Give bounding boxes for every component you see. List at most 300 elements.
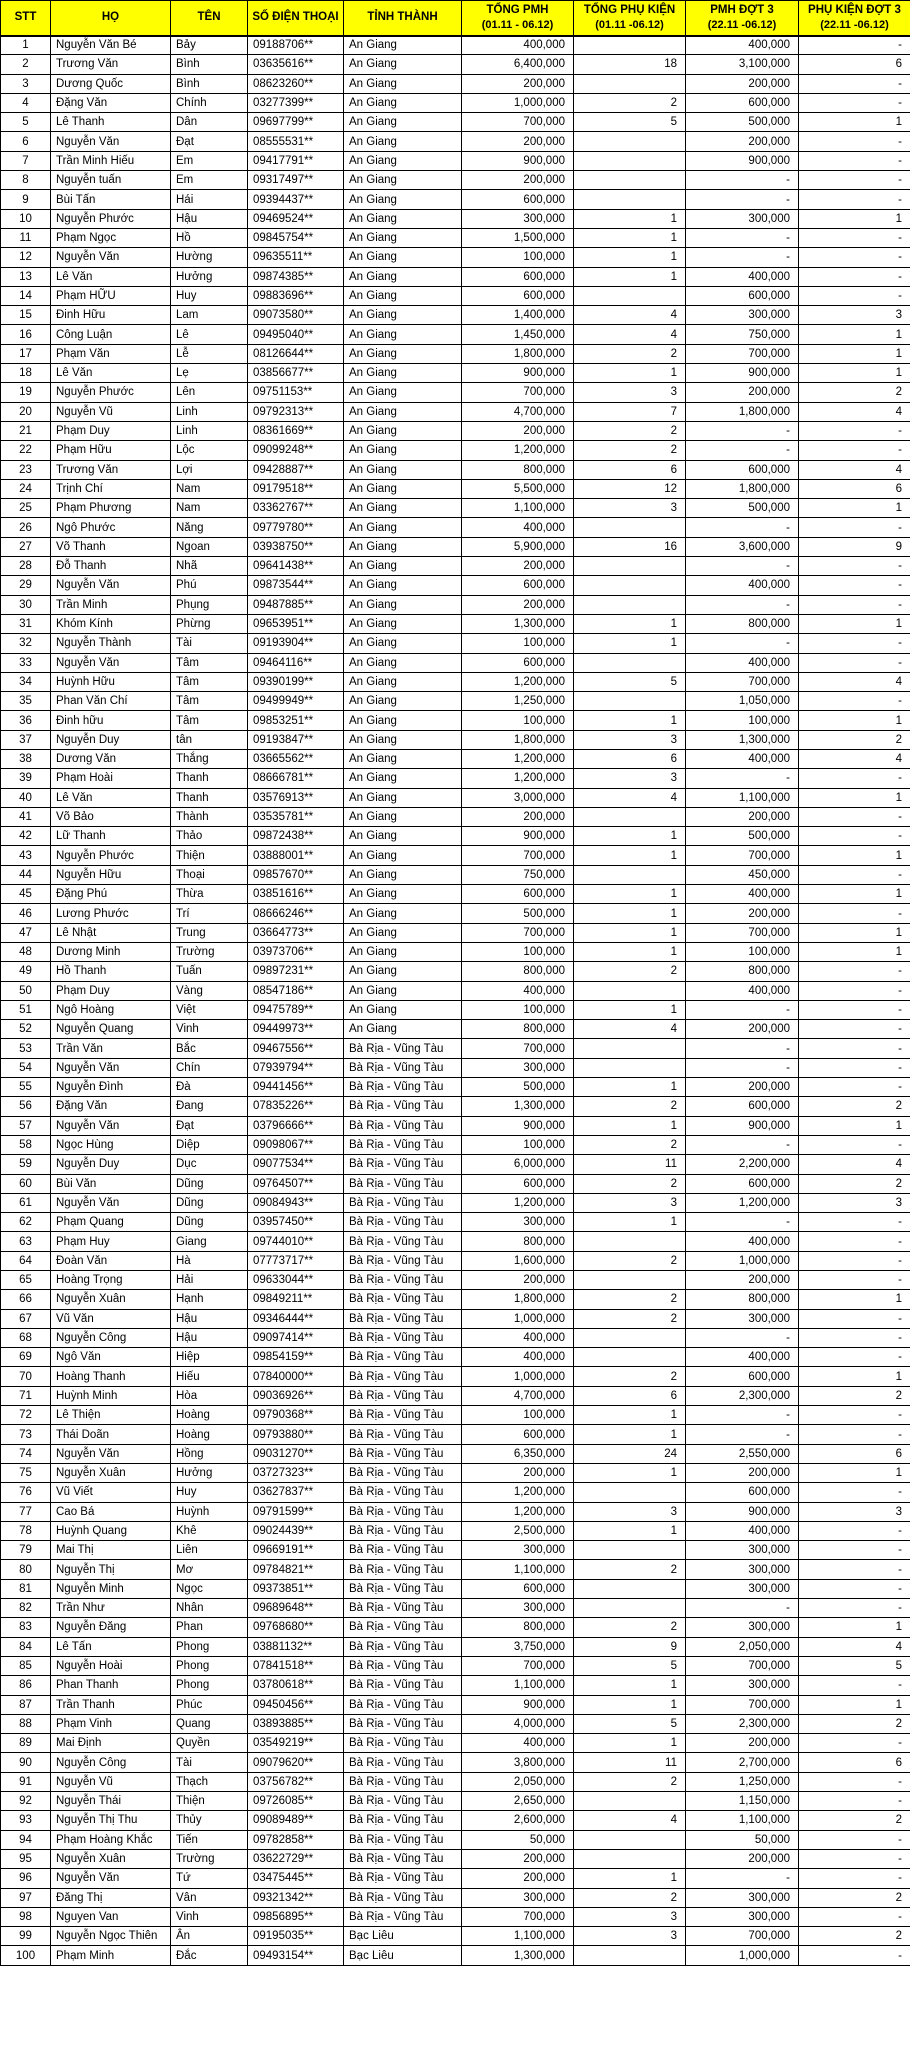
cell-ho[interactable]: Nguyễn Thành	[51, 634, 171, 653]
cell-phone[interactable]: 03851616**	[248, 885, 344, 904]
cell-ten[interactable]: Việt	[171, 1000, 248, 1019]
cell-ho[interactable]: Huỳnh Minh	[51, 1386, 171, 1405]
cell-tong-pmh[interactable]: 400,000	[462, 518, 574, 537]
cell-province[interactable]: An Giang	[344, 93, 462, 112]
cell-stt[interactable]: 80	[1, 1560, 51, 1579]
cell-ho[interactable]: Nguyễn Xuân	[51, 1290, 171, 1309]
cell-pmh-dot-3[interactable]: 600,000	[686, 93, 799, 112]
cell-phu-kien-dot-3[interactable]: 1	[799, 923, 910, 942]
cell-tong-pmh[interactable]: 2,500,000	[462, 1521, 574, 1540]
cell-tong-pmh[interactable]: 750,000	[462, 865, 574, 884]
cell-ten[interactable]: Tài	[171, 1753, 248, 1772]
cell-ten[interactable]: Chín	[171, 1058, 248, 1077]
cell-phu-kien-dot-3[interactable]: 1	[799, 885, 910, 904]
cell-tong-phu-kien[interactable]: 2	[574, 344, 686, 363]
cell-stt[interactable]: 76	[1, 1483, 51, 1502]
cell-stt[interactable]: 78	[1, 1521, 51, 1540]
cell-ho[interactable]: Lương Phước	[51, 904, 171, 923]
cell-ten[interactable]: Lam	[171, 306, 248, 325]
cell-ho[interactable]: Lê Văn	[51, 267, 171, 286]
cell-ten[interactable]: Phừng	[171, 614, 248, 633]
cell-tong-pmh[interactable]: 200,000	[462, 132, 574, 151]
cell-ho[interactable]: Lê Tấn	[51, 1637, 171, 1656]
cell-province[interactable]: An Giang	[344, 981, 462, 1000]
cell-province[interactable]: An Giang	[344, 171, 462, 190]
cell-stt[interactable]: 5	[1, 113, 51, 132]
cell-stt[interactable]: 45	[1, 885, 51, 904]
cell-ho[interactable]: Nguyễn Phước	[51, 209, 171, 228]
cell-phu-kien-dot-3[interactable]: -	[799, 807, 910, 826]
cell-tong-phu-kien[interactable]: 1	[574, 614, 686, 633]
cell-phone[interactable]: 03627837**	[248, 1483, 344, 1502]
cell-phone[interactable]: 09873544**	[248, 576, 344, 595]
cell-phu-kien-dot-3[interactable]: 1	[799, 325, 910, 344]
cell-ten[interactable]: Ân	[171, 1927, 248, 1946]
cell-phu-kien-dot-3[interactable]: -	[799, 769, 910, 788]
cell-tong-phu-kien[interactable]: 2	[574, 1618, 686, 1637]
cell-tong-pmh[interactable]: 6,000,000	[462, 1155, 574, 1174]
cell-tong-phu-kien[interactable]: 1	[574, 1116, 686, 1135]
cell-province[interactable]: An Giang	[344, 286, 462, 305]
cell-stt[interactable]: 96	[1, 1869, 51, 1888]
cell-ten[interactable]: Đà	[171, 1078, 248, 1097]
cell-phu-kien-dot-3[interactable]: 1	[799, 364, 910, 383]
cell-pmh-dot-3[interactable]: 600,000	[686, 1483, 799, 1502]
cell-ten[interactable]: Bình	[171, 55, 248, 74]
cell-phu-kien-dot-3[interactable]: -	[799, 36, 910, 55]
cell-pmh-dot-3[interactable]: 500,000	[686, 113, 799, 132]
cell-province[interactable]: An Giang	[344, 653, 462, 672]
cell-phu-kien-dot-3[interactable]: 5	[799, 1656, 910, 1675]
cell-pmh-dot-3[interactable]: 750,000	[686, 325, 799, 344]
cell-province[interactable]: An Giang	[344, 132, 462, 151]
cell-stt[interactable]: 56	[1, 1097, 51, 1116]
cell-province[interactable]: Bà Rịa - Vũng Tàu	[344, 1348, 462, 1367]
cell-phone[interactable]: 09857670**	[248, 865, 344, 884]
cell-phone[interactable]: 09475789**	[248, 1000, 344, 1019]
cell-ho[interactable]: Phan Thanh	[51, 1676, 171, 1695]
cell-tong-pmh[interactable]: 800,000	[462, 460, 574, 479]
cell-phone[interactable]: 09449973**	[248, 1020, 344, 1039]
cell-tong-pmh[interactable]: 100,000	[462, 248, 574, 267]
cell-phu-kien-dot-3[interactable]: 1	[799, 1290, 910, 1309]
cell-ho[interactable]: Huỳnh Hữu	[51, 672, 171, 691]
cell-province[interactable]: An Giang	[344, 730, 462, 749]
cell-phone[interactable]: 09874385**	[248, 267, 344, 286]
cell-phone[interactable]: 07835226**	[248, 1097, 344, 1116]
cell-province[interactable]: An Giang	[344, 692, 462, 711]
cell-phu-kien-dot-3[interactable]: 4	[799, 1637, 910, 1656]
cell-stt[interactable]: 44	[1, 865, 51, 884]
cell-phu-kien-dot-3[interactable]: -	[799, 1830, 910, 1849]
cell-phone[interactable]: 09193847**	[248, 730, 344, 749]
cell-tong-phu-kien[interactable]: 5	[574, 1714, 686, 1733]
cell-ho[interactable]: Nguyễn Ngọc Thiên	[51, 1927, 171, 1946]
cell-phone[interactable]: 09193904**	[248, 634, 344, 653]
cell-ten[interactable]: Trung	[171, 923, 248, 942]
cell-tong-pmh[interactable]: 1,250,000	[462, 692, 574, 711]
cell-stt[interactable]: 24	[1, 479, 51, 498]
cell-stt[interactable]: 26	[1, 518, 51, 537]
cell-phu-kien-dot-3[interactable]: 2	[799, 1097, 910, 1116]
cell-stt[interactable]: 46	[1, 904, 51, 923]
cell-tong-phu-kien[interactable]: 1	[574, 1425, 686, 1444]
cell-pmh-dot-3[interactable]: 200,000	[686, 383, 799, 402]
cell-ten[interactable]: Huỳnh	[171, 1502, 248, 1521]
cell-phone[interactable]: 09487885**	[248, 595, 344, 614]
cell-province[interactable]: An Giang	[344, 113, 462, 132]
cell-tong-phu-kien[interactable]	[574, 981, 686, 1000]
cell-stt[interactable]: 25	[1, 499, 51, 518]
cell-pmh-dot-3[interactable]: 600,000	[686, 460, 799, 479]
cell-ten[interactable]: Trường	[171, 1849, 248, 1868]
cell-province[interactable]: Bà Rịa - Vũng Tàu	[344, 1232, 462, 1251]
cell-phu-kien-dot-3[interactable]: 1	[799, 614, 910, 633]
cell-ho[interactable]: Đặng Văn	[51, 93, 171, 112]
cell-ho[interactable]: Thái Doãn	[51, 1425, 171, 1444]
cell-ho[interactable]: Võ Thanh	[51, 537, 171, 556]
cell-tong-pmh[interactable]: 200,000	[462, 421, 574, 440]
cell-tong-phu-kien[interactable]	[574, 557, 686, 576]
cell-stt[interactable]: 41	[1, 807, 51, 826]
cell-province[interactable]: An Giang	[344, 614, 462, 633]
cell-phone[interactable]: 03576913**	[248, 788, 344, 807]
cell-ten[interactable]: Ngoan	[171, 537, 248, 556]
cell-phu-kien-dot-3[interactable]: 1	[799, 788, 910, 807]
cell-stt[interactable]: 65	[1, 1271, 51, 1290]
cell-pmh-dot-3[interactable]: 300,000	[686, 306, 799, 325]
cell-tong-pmh[interactable]: 5,900,000	[462, 537, 574, 556]
cell-phone[interactable]: 08555531**	[248, 132, 344, 151]
cell-tong-phu-kien[interactable]: 2	[574, 1888, 686, 1907]
cell-tong-pmh[interactable]: 700,000	[462, 383, 574, 402]
cell-ho[interactable]: Phạm Phương	[51, 499, 171, 518]
cell-ho[interactable]: Nguyễn Xuân	[51, 1463, 171, 1482]
cell-tong-phu-kien[interactable]: 1	[574, 364, 686, 383]
cell-province[interactable]: Bà Rịa - Vũng Tàu	[344, 1309, 462, 1328]
cell-tong-pmh[interactable]: 5,500,000	[462, 479, 574, 498]
cell-ten[interactable]: Thắng	[171, 749, 248, 768]
cell-phone[interactable]: 09417791**	[248, 151, 344, 170]
cell-tong-pmh[interactable]: 200,000	[462, 74, 574, 93]
cell-phu-kien-dot-3[interactable]: -	[799, 1251, 910, 1270]
cell-tong-pmh[interactable]: 1,100,000	[462, 1927, 574, 1946]
cell-stt[interactable]: 97	[1, 1888, 51, 1907]
cell-ten[interactable]: Hồ	[171, 228, 248, 247]
cell-tong-pmh[interactable]: 900,000	[462, 1116, 574, 1135]
cell-ho[interactable]: Nguyễn Văn	[51, 1193, 171, 1212]
cell-stt[interactable]: 73	[1, 1425, 51, 1444]
cell-pmh-dot-3[interactable]: -	[686, 421, 799, 440]
cell-phu-kien-dot-3[interactable]: -	[799, 1772, 910, 1791]
cell-ho[interactable]: Trần Thanh	[51, 1695, 171, 1714]
cell-phone[interactable]: 03957450**	[248, 1213, 344, 1232]
cell-tong-pmh[interactable]: 1,200,000	[462, 441, 574, 460]
cell-ho[interactable]: Phạm Văn	[51, 344, 171, 363]
cell-stt[interactable]: 71	[1, 1386, 51, 1405]
cell-stt[interactable]: 14	[1, 286, 51, 305]
cell-tong-phu-kien[interactable]	[574, 576, 686, 595]
cell-phu-kien-dot-3[interactable]: 4	[799, 672, 910, 691]
cell-ten[interactable]: Hậu	[171, 209, 248, 228]
cell-tong-pmh[interactable]: 900,000	[462, 1695, 574, 1714]
cell-phu-kien-dot-3[interactable]: -	[799, 1579, 910, 1598]
cell-pmh-dot-3[interactable]: 300,000	[686, 1560, 799, 1579]
cell-tong-phu-kien[interactable]: 1	[574, 1734, 686, 1753]
cell-phone[interactable]: 09024439**	[248, 1521, 344, 1540]
cell-phone[interactable]: 09346444**	[248, 1309, 344, 1328]
cell-ten[interactable]: Lê	[171, 325, 248, 344]
cell-tong-pmh[interactable]: 400,000	[462, 981, 574, 1000]
cell-tong-pmh[interactable]: 1,200,000	[462, 1483, 574, 1502]
cell-phone[interactable]: 09073580**	[248, 306, 344, 325]
cell-ho[interactable]: Khóm Kính	[51, 614, 171, 633]
cell-pmh-dot-3[interactable]: -	[686, 1058, 799, 1077]
cell-phu-kien-dot-3[interactable]: -	[799, 248, 910, 267]
cell-stt[interactable]: 11	[1, 228, 51, 247]
cell-tong-pmh[interactable]: 1,200,000	[462, 1193, 574, 1212]
cell-pmh-dot-3[interactable]: 700,000	[686, 1695, 799, 1714]
cell-province[interactable]: Bà Rịa - Vũng Tàu	[344, 1193, 462, 1212]
cell-ten[interactable]: Khê	[171, 1521, 248, 1540]
cell-ten[interactable]: Tâm	[171, 711, 248, 730]
cell-pmh-dot-3[interactable]: 900,000	[686, 364, 799, 383]
cell-phone[interactable]: 08126644**	[248, 344, 344, 363]
cell-phu-kien-dot-3[interactable]: -	[799, 1000, 910, 1019]
cell-ho[interactable]: Nguyễn Công	[51, 1328, 171, 1347]
cell-phone[interactable]: 03362767**	[248, 499, 344, 518]
cell-stt[interactable]: 62	[1, 1213, 51, 1232]
cell-tong-phu-kien[interactable]	[574, 1483, 686, 1502]
cell-tong-pmh[interactable]: 700,000	[462, 923, 574, 942]
cell-stt[interactable]: 7	[1, 151, 51, 170]
cell-phone[interactable]: 09428887**	[248, 460, 344, 479]
cell-ten[interactable]: Linh	[171, 402, 248, 421]
cell-tong-phu-kien[interactable]: 2	[574, 1290, 686, 1309]
cell-phone[interactable]: 09394437**	[248, 190, 344, 209]
cell-phu-kien-dot-3[interactable]: -	[799, 653, 910, 672]
cell-phu-kien-dot-3[interactable]: -	[799, 1058, 910, 1077]
cell-ten[interactable]: Hòa	[171, 1386, 248, 1405]
cell-phu-kien-dot-3[interactable]: -	[799, 634, 910, 653]
cell-pmh-dot-3[interactable]: -	[686, 441, 799, 460]
cell-province[interactable]: An Giang	[344, 962, 462, 981]
cell-pmh-dot-3[interactable]: 300,000	[686, 1888, 799, 1907]
cell-province[interactable]: An Giang	[344, 479, 462, 498]
cell-tong-pmh[interactable]: 600,000	[462, 190, 574, 209]
cell-tong-phu-kien[interactable]	[574, 518, 686, 537]
cell-phone[interactable]: 09179518**	[248, 479, 344, 498]
cell-tong-phu-kien[interactable]: 1	[574, 1869, 686, 1888]
cell-tong-phu-kien[interactable]: 18	[574, 55, 686, 74]
cell-tong-pmh[interactable]: 100,000	[462, 1000, 574, 1019]
cell-ho[interactable]: Dương Văn	[51, 749, 171, 768]
cell-phu-kien-dot-3[interactable]: -	[799, 267, 910, 286]
cell-phone[interactable]: 09897231**	[248, 962, 344, 981]
cell-ten[interactable]: Thừa	[171, 885, 248, 904]
cell-province[interactable]: An Giang	[344, 827, 462, 846]
cell-stt[interactable]: 23	[1, 460, 51, 479]
cell-tong-pmh[interactable]: 700,000	[462, 846, 574, 865]
cell-ho[interactable]: Ngô Hoàng	[51, 1000, 171, 1019]
cell-phone[interactable]: 09031270**	[248, 1444, 344, 1463]
cell-phone[interactable]: 09845754**	[248, 228, 344, 247]
cell-tong-phu-kien[interactable]: 2	[574, 1135, 686, 1154]
cell-phone[interactable]: 03893885**	[248, 1714, 344, 1733]
cell-tong-pmh[interactable]: 800,000	[462, 1232, 574, 1251]
cell-tong-pmh[interactable]: 4,000,000	[462, 1714, 574, 1733]
cell-tong-phu-kien[interactable]	[574, 1232, 686, 1251]
cell-stt[interactable]: 85	[1, 1656, 51, 1675]
cell-tong-pmh[interactable]: 600,000	[462, 885, 574, 904]
cell-ten[interactable]: Tuấn	[171, 962, 248, 981]
header-pmh-dot-3[interactable]	[686, 1, 799, 36]
cell-ten[interactable]: Đang	[171, 1097, 248, 1116]
cell-phu-kien-dot-3[interactable]: -	[799, 74, 910, 93]
cell-phone[interactable]: 09779780**	[248, 518, 344, 537]
cell-tong-phu-kien[interactable]: 2	[574, 1309, 686, 1328]
cell-phu-kien-dot-3[interactable]: 1	[799, 942, 910, 961]
cell-phu-kien-dot-3[interactable]: 6	[799, 1444, 910, 1463]
cell-phone[interactable]: 09077534**	[248, 1155, 344, 1174]
cell-pmh-dot-3[interactable]: 800,000	[686, 614, 799, 633]
cell-ho[interactable]: Hồ Thanh	[51, 962, 171, 981]
cell-phone[interactable]: 03635616**	[248, 55, 344, 74]
header-tong-phu-kien[interactable]	[574, 1, 686, 36]
cell-phone[interactable]: 09689648**	[248, 1599, 344, 1618]
cell-tong-phu-kien[interactable]: 1	[574, 846, 686, 865]
cell-stt[interactable]: 47	[1, 923, 51, 942]
cell-ho[interactable]: Phan Văn Chí	[51, 692, 171, 711]
cell-province[interactable]: An Giang	[344, 441, 462, 460]
cell-province[interactable]: An Giang	[344, 499, 462, 518]
cell-tong-pmh[interactable]: 600,000	[462, 1425, 574, 1444]
cell-province[interactable]: Bạc Liêu	[344, 1927, 462, 1946]
cell-stt[interactable]: 67	[1, 1309, 51, 1328]
cell-ten[interactable]: Hiếu	[171, 1367, 248, 1386]
cell-pmh-dot-3[interactable]: 600,000	[686, 1097, 799, 1116]
cell-ten[interactable]: Tiến	[171, 1830, 248, 1849]
cell-pmh-dot-3[interactable]: -	[686, 1406, 799, 1425]
cell-phone[interactable]: 09499949**	[248, 692, 344, 711]
cell-province[interactable]: Bà Rịa - Vũng Tàu	[344, 1039, 462, 1058]
cell-tong-phu-kien[interactable]	[574, 807, 686, 826]
cell-pmh-dot-3[interactable]: 400,000	[686, 981, 799, 1000]
cell-tong-pmh[interactable]: 600,000	[462, 267, 574, 286]
cell-tong-phu-kien[interactable]: 2	[574, 1560, 686, 1579]
cell-province[interactable]: An Giang	[344, 267, 462, 286]
cell-ten[interactable]: Nam	[171, 479, 248, 498]
cell-phone[interactable]: 09790368**	[248, 1406, 344, 1425]
cell-phone[interactable]: 09768680**	[248, 1618, 344, 1637]
cell-tong-pmh[interactable]: 600,000	[462, 576, 574, 595]
cell-tong-pmh[interactable]: 1,200,000	[462, 769, 574, 788]
cell-ten[interactable]: Thanh	[171, 788, 248, 807]
cell-province[interactable]: Bà Rịa - Vũng Tàu	[344, 1869, 462, 1888]
cell-pmh-dot-3[interactable]: 900,000	[686, 1116, 799, 1135]
cell-stt[interactable]: 54	[1, 1058, 51, 1077]
cell-phu-kien-dot-3[interactable]: 2	[799, 383, 910, 402]
cell-phu-kien-dot-3[interactable]: -	[799, 1869, 910, 1888]
cell-ho[interactable]: Công Luận	[51, 325, 171, 344]
cell-ten[interactable]: Em	[171, 171, 248, 190]
cell-pmh-dot-3[interactable]: -	[686, 248, 799, 267]
cell-pmh-dot-3[interactable]: 700,000	[686, 344, 799, 363]
cell-tong-phu-kien[interactable]: 12	[574, 479, 686, 498]
cell-province[interactable]: Bà Rịa - Vũng Tàu	[344, 1656, 462, 1675]
cell-stt[interactable]: 29	[1, 576, 51, 595]
cell-tong-pmh[interactable]: 900,000	[462, 364, 574, 383]
cell-ten[interactable]: Phong	[171, 1656, 248, 1675]
cell-tong-pmh[interactable]: 1,800,000	[462, 1290, 574, 1309]
cell-ten[interactable]: Dục	[171, 1155, 248, 1174]
cell-tong-phu-kien[interactable]	[574, 1579, 686, 1598]
cell-tong-phu-kien[interactable]: 1	[574, 942, 686, 961]
cell-stt[interactable]: 69	[1, 1348, 51, 1367]
cell-tong-pmh[interactable]: 1,300,000	[462, 1946, 574, 1965]
cell-province[interactable]: An Giang	[344, 421, 462, 440]
cell-tong-phu-kien[interactable]: 3	[574, 1907, 686, 1926]
cell-stt[interactable]: 38	[1, 749, 51, 768]
cell-tong-pmh[interactable]: 100,000	[462, 634, 574, 653]
cell-stt[interactable]: 30	[1, 595, 51, 614]
cell-province[interactable]: Bà Rịa - Vũng Tàu	[344, 1444, 462, 1463]
cell-province[interactable]: Bà Rịa - Vũng Tàu	[344, 1502, 462, 1521]
cell-tong-phu-kien[interactable]	[574, 865, 686, 884]
cell-province[interactable]: An Giang	[344, 36, 462, 55]
cell-ten[interactable]: Tâm	[171, 653, 248, 672]
cell-ten[interactable]: Diệp	[171, 1135, 248, 1154]
cell-ten[interactable]: Thạch	[171, 1772, 248, 1791]
cell-tong-phu-kien[interactable]: 1	[574, 904, 686, 923]
cell-pmh-dot-3[interactable]: 200,000	[686, 1271, 799, 1290]
cell-province[interactable]: An Giang	[344, 209, 462, 228]
cell-stt[interactable]: 39	[1, 769, 51, 788]
cell-tong-pmh[interactable]: 6,350,000	[462, 1444, 574, 1463]
header-tinh-thanh[interactable]	[344, 1, 462, 36]
cell-phu-kien-dot-3[interactable]: -	[799, 827, 910, 846]
cell-ten[interactable]: Hồng	[171, 1444, 248, 1463]
cell-stt[interactable]: 43	[1, 846, 51, 865]
cell-pmh-dot-3[interactable]: 1,250,000	[686, 1772, 799, 1791]
cell-pmh-dot-3[interactable]: -	[686, 634, 799, 653]
cell-province[interactable]: Bà Rịa - Vũng Tàu	[344, 1135, 462, 1154]
cell-stt[interactable]: 63	[1, 1232, 51, 1251]
cell-ho[interactable]: Nguyễn Quang	[51, 1020, 171, 1039]
cell-ho[interactable]: Nguyễn Vũ	[51, 402, 171, 421]
header-tong-pmh[interactable]	[462, 1, 574, 36]
cell-pmh-dot-3[interactable]: 700,000	[686, 1927, 799, 1946]
cell-stt[interactable]: 70	[1, 1367, 51, 1386]
cell-pmh-dot-3[interactable]: 500,000	[686, 499, 799, 518]
cell-phone[interactable]: 09317497**	[248, 171, 344, 190]
cell-stt[interactable]: 9	[1, 190, 51, 209]
cell-tong-pmh[interactable]: 1,100,000	[462, 1676, 574, 1695]
cell-stt[interactable]: 72	[1, 1406, 51, 1425]
cell-phu-kien-dot-3[interactable]: -	[799, 1521, 910, 1540]
cell-tong-pmh[interactable]: 1,400,000	[462, 306, 574, 325]
cell-tong-pmh[interactable]: 600,000	[462, 1579, 574, 1598]
cell-tong-pmh[interactable]: 600,000	[462, 1174, 574, 1193]
cell-province[interactable]: Bà Rịa - Vũng Tàu	[344, 1579, 462, 1598]
cell-tong-phu-kien[interactable]: 2	[574, 1097, 686, 1116]
cell-phone[interactable]: 03475445**	[248, 1869, 344, 1888]
cell-tong-phu-kien[interactable]: 3	[574, 499, 686, 518]
cell-province[interactable]: Bà Rịa - Vũng Tàu	[344, 1116, 462, 1135]
cell-tong-phu-kien[interactable]: 4	[574, 1020, 686, 1039]
cell-tong-phu-kien[interactable]	[574, 1328, 686, 1347]
cell-phu-kien-dot-3[interactable]: 2	[799, 1888, 910, 1907]
